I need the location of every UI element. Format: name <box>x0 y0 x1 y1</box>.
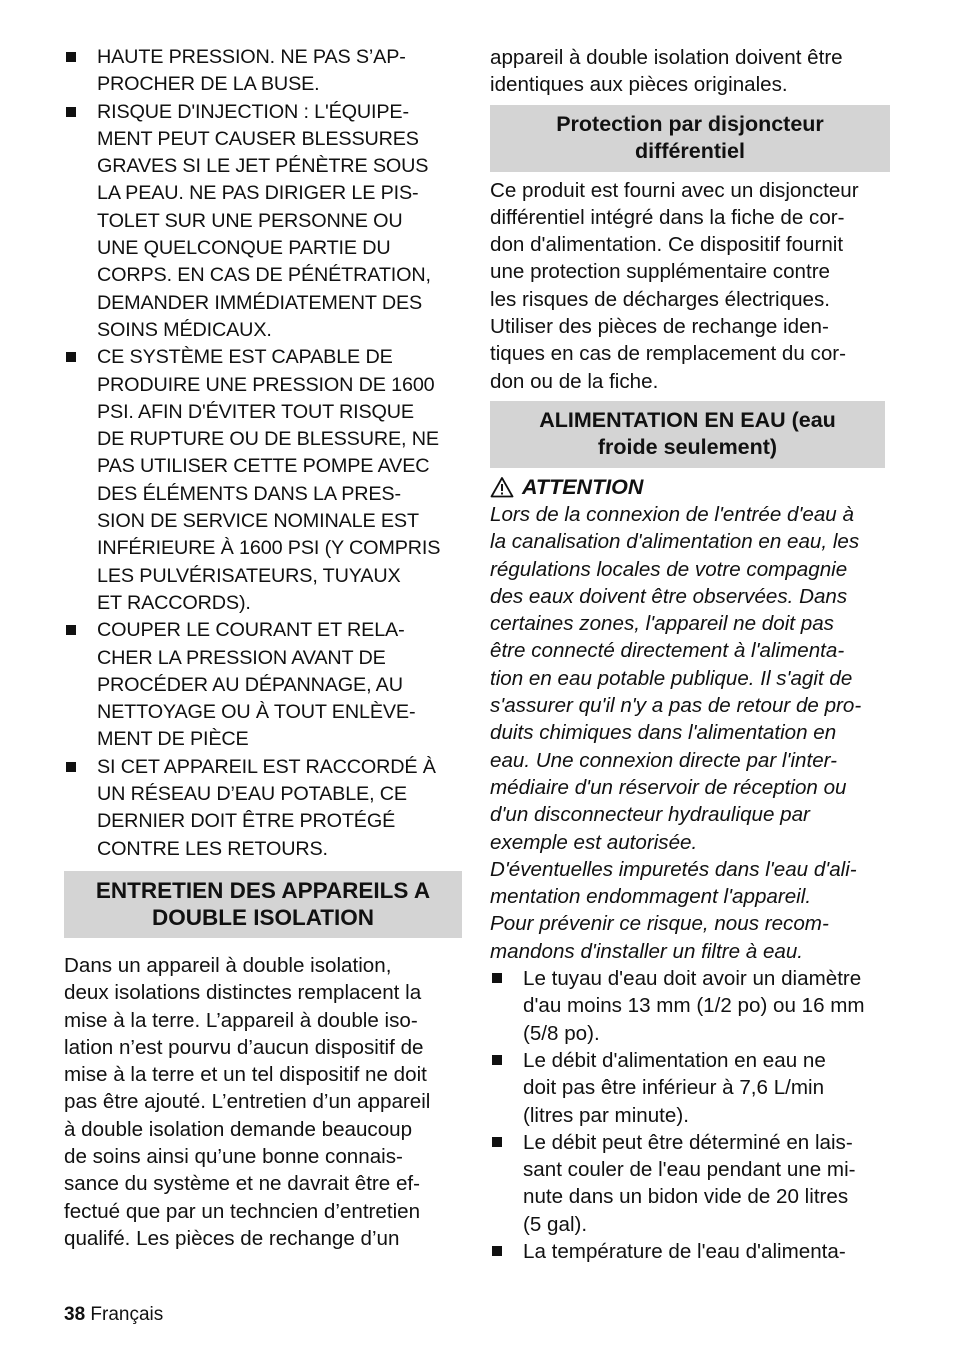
water-requirements-list <box>490 965 890 1265</box>
list-item <box>490 965 890 1047</box>
water-supply-heading: ALIMENTATION EN EAU (eau froide seulement) <box>490 401 885 468</box>
continuation-paragraph: appareil à double isolation doivent être identiques aux pièces originales. <box>490 46 843 97</box>
warning-text: RISQUE D'INJECTION : L'ÉQUIPE- MENT PEUT CAUSER BLESSURES GRAVES SI LE JET PÉNÈTRE SOUS LA PEAU. NE PAS DIRIGER LE PIS- TOLET SUR UNE PERSONNE OU UNE QUELCONQUE PARTIE DU CORPS. EN CAS DE PÉNÉTRATION, DEMANDER IMMÉDIATEMENT DES SOINS MÉDICAUX. <box>97 100 431 341</box>
list-item <box>64 344 462 617</box>
list-item <box>64 99 462 345</box>
gfci-heading: Protection par disjoncteur différentiel <box>490 105 890 172</box>
requirement-text: Le débit d'alimentation en eau ne doit pas être inférieur à 7,6 L/min (litres par minute). <box>523 1048 826 1127</box>
list-item <box>64 617 462 753</box>
safety-warnings-list <box>64 44 462 863</box>
square-bullet-icon <box>66 52 76 62</box>
list-item <box>490 1047 890 1129</box>
square-bullet-icon <box>492 1246 502 1256</box>
square-bullet-icon <box>492 1055 502 1065</box>
warning-triangle-icon <box>490 476 514 498</box>
left-column <box>64 44 462 1252</box>
warning-text: HAUTE PRESSION. NE PAS S’AP- PROCHER DE LA BUSE. <box>97 46 406 96</box>
double-insulation-paragraph: Dans un appareil à double isolation, deux isolations distinctes remplacent la mise à la terre. L’appareil à double iso- lation n’est pourvu d’aucun dispositif de mise à la terre et un tel dispositif ne doit pas être ajouté. L’entretien d’un appareil à double isolation demande beaucoup de soins ainsi qu’une bonne connais- sance du système et ne davrait être ef- fectué que par un techncien d’entretien qualifé. Les pièces de rechange d’un <box>64 953 431 1250</box>
attention-label: ATTENTION <box>522 474 644 499</box>
page-number: 38 <box>64 1304 86 1325</box>
attention-text: Lors de la connexion de l'entrée d'eau à la canalisation d'alimentation en eau, les régulations locales de votre compagnie des eaux doivent être observées. Dans certaines zones, l'appareil ne doit pas être connecté directement à l'alimenta- tion en eau potable publique. Il s'agit de s'assurer qu'il n'y a pas de retour de pro- duits chimiques dans l'alimentation en eau. Une connexion directe par l'inter- médiaire d'un réservoir de réception ou d'un disconnecteur hydraulique par exemple est autorisée. D'éventuelles impuretés dans l'eau d'ali- mentation endommagent l'appareil. Pour prévenir ce risque, nous recom- mandons d'installer un filtre à eau. <box>490 502 862 963</box>
list-item <box>64 44 462 99</box>
footer-language: Français <box>90 1304 164 1325</box>
requirement-text: Le tuyau d'eau doit avoir un diamètre d'au moins 13 mm (1/2 po) ou 16 mm (5/8 po). <box>523 967 865 1045</box>
right-column <box>490 44 890 1265</box>
list-item <box>64 754 462 863</box>
warning-text: COUPER LE COURANT ET RELA- CHER LA PRESSION AVANT DE PROCÉDER AU DÉPANNAGE, AU NETTOYAGE OU À TOUT ENLÈVE- MENT DE PIÈCE <box>97 619 416 751</box>
list-item <box>490 1238 890 1265</box>
double-insulation-heading: ENTRETIEN DES APPAREILS A DOUBLE ISOLATION <box>64 871 462 938</box>
requirement-text: Le débit peut être déterminé en lais- sant couler de l'eau pendant une mi- nute dans un bidon vide de 20 litres (5 gal). <box>523 1130 856 1236</box>
square-bullet-icon <box>66 625 76 635</box>
warning-text: CE SYSTÈME EST CAPABLE DE PRODUIRE UNE PRESSION DE 1600 PSI. AFIN D'ÉVITER TOUT RISQUE DE RUPTURE OU DE BLESSURE, NE PAS UTILISER CETTE POMPE AVEC DES ÉLÉMENTS DANS LA PRES- SION DE SERVICE NOMINALE EST INFÉRIEURE À 1600 PSI (Y COMPRIS LES PULVÉRISATEURS, TUYAUX ET RACCORDS). <box>97 346 441 614</box>
gfci-paragraph: Ce produit est fourni avec un disjoncteur différentiel intégré dans la fiche de cor- don d'alimentation. Ce dispositif fournit une protection supplémentaire contre les risques de décharges électriques. Utiliser des pièces de rechange iden- tiques en cas de remplacement du cor- don ou de la fiche. <box>490 178 859 393</box>
square-bullet-icon <box>66 107 76 117</box>
square-bullet-icon <box>492 973 502 983</box>
attention-title <box>490 473 890 501</box>
requirement-text: La température de l'eau d'alimenta- <box>523 1239 846 1263</box>
square-bullet-icon <box>66 352 76 362</box>
warning-text: SI CET APPAREIL EST RACCORDÉ À UN RÉSEAU D’EAU POTABLE, CE DERNIER DOIT ÊTRE PROTÉGÉ CONTRE LES RETOURS. <box>97 755 436 860</box>
square-bullet-icon <box>492 1137 502 1147</box>
list-item <box>490 1129 890 1238</box>
page-footer <box>64 1303 163 1327</box>
square-bullet-icon <box>66 762 76 772</box>
